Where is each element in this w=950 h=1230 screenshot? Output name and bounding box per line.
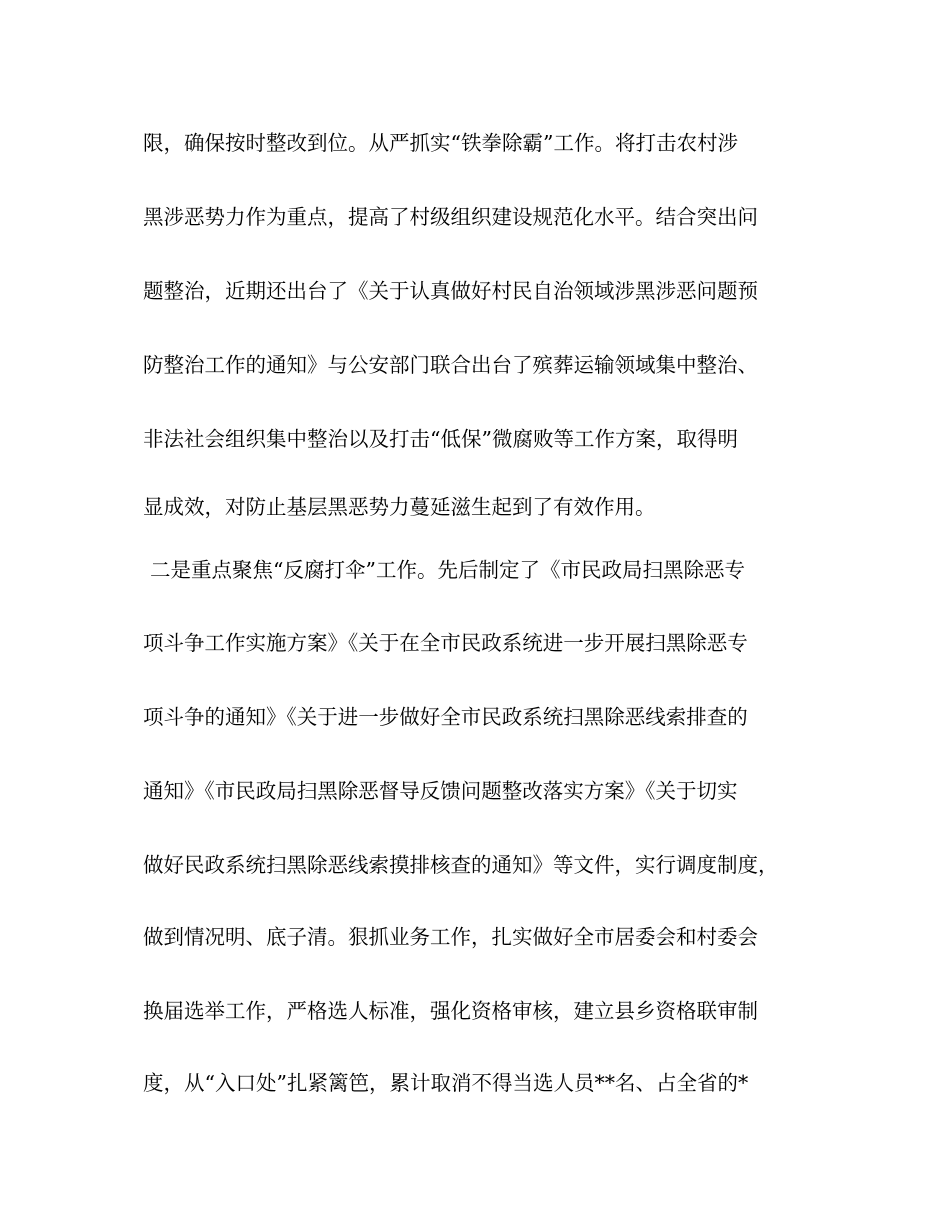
paragraph-line-14: 度，从“入口处”扎紧篱笆，累计取消不得当选人员**名、占全省的* bbox=[143, 1071, 749, 1095]
paragraph-line-6: 显成效，对防止基层黑恶势力蔓延滋生起到了有效作用。 bbox=[143, 495, 656, 519]
paragraph-line-9: 项斗争的通知》《关于进一步做好全市民政系统扫黑除恶线索排查的 bbox=[143, 705, 748, 729]
paragraph-line-11: 做好民政系统扫黑除恶线索摸排核查的通知》等文件，实行调度制度， bbox=[143, 853, 779, 877]
paragraph-line-13: 换届选举工作，严格选人标准，强化资格审核，建立县乡资格联审制 bbox=[143, 999, 758, 1023]
paragraph-line-3: 题整治，近期还出台了《关于认真做好村民自治领域涉黑涉恶问题预 bbox=[143, 279, 758, 303]
paragraph-line-4: 防整治工作的通知》与公安部门联合出台了殡葬运输领域集中整治、 bbox=[143, 353, 758, 377]
paragraph-line-12: 做到情况明、底子清。狠抓业务工作，扎实做好全市居委会和村委会 bbox=[143, 925, 758, 949]
paragraph-line-10: 通知》《市民政局扫黑除恶督导反馈问题整改落实方案》《关于切实 bbox=[143, 779, 738, 803]
paragraph-line-5: 非法社会组织集中整治以及打击“低保”微腐败等工作方案，取得明 bbox=[143, 427, 738, 451]
paragraph-line-7: 二是重点聚焦“反腐打伞”工作。先后制定了《市民政局扫黑除恶专 bbox=[150, 558, 745, 582]
paragraph-line-2: 黑涉恶势力作为重点，提高了村级组织建设规范化水平。结合突出问 bbox=[143, 205, 758, 229]
paragraph-line-8: 项斗争工作实施方案》《关于在全市民政系统进一步开展扫黑除恶专 bbox=[143, 631, 748, 655]
paragraph-line-1: 限，确保按时整改到位。从严抓实“铁拳除霸”工作。将打击农村涉 bbox=[143, 131, 738, 155]
